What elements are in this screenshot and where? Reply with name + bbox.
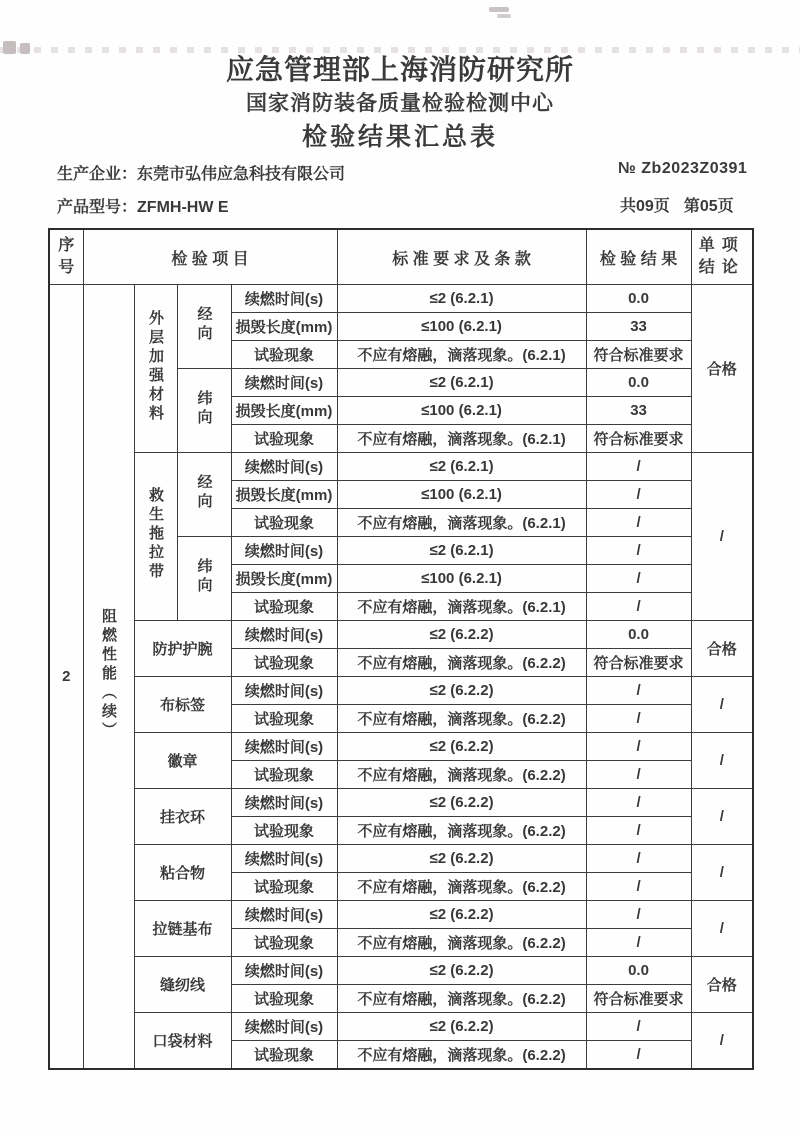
- cell-result: /: [586, 733, 691, 761]
- cell-requirement: ≤100 (6.2.1): [337, 565, 586, 593]
- cell-test-item: 续燃时间(s): [231, 789, 337, 817]
- cell-test-item: 损毁长度(mm): [231, 397, 337, 425]
- scan-artifact-mark: [497, 14, 511, 18]
- doc-number: № Zb2023Z0391: [618, 160, 748, 177]
- cell-conclusion: 合格: [691, 621, 753, 677]
- page-title: 应急管理部上海消防研究所: [225, 54, 574, 85]
- cell-item-name: 缝纫线: [134, 957, 231, 1013]
- cell-direction: 经向: [177, 453, 231, 537]
- cell-result: 0.0: [586, 285, 691, 313]
- cell-result: 符合标准要求: [586, 985, 691, 1013]
- page-current: 第05页: [683, 198, 734, 215]
- cell-direction: 经向: [177, 285, 231, 369]
- cell-test-item: 续燃时间(s): [231, 1013, 337, 1041]
- table-row: [49, 677, 753, 705]
- cell-conclusion: /: [691, 1013, 753, 1069]
- cell-requirement: 不应有熔融，滴落现象。(6.2.2): [337, 761, 586, 789]
- cell-category: 阻燃性能（续）: [83, 285, 134, 1069]
- pages-total: 共09页: [620, 198, 670, 215]
- cell-requirement: 不应有熔融，滴落现象。(6.2.1): [337, 509, 586, 537]
- cell-test-item: 续燃时间(s): [231, 453, 337, 481]
- cell-test-item: 续燃时间(s): [231, 621, 337, 649]
- cell-result: 33: [586, 397, 691, 425]
- cell-item-name: 防护护腕: [134, 621, 231, 677]
- product-model-label: 产品型号：: [57, 199, 138, 216]
- cell-test-item: 试验现象: [231, 705, 337, 733]
- cell-test-item: 续燃时间(s): [231, 845, 337, 873]
- cell-conclusion: 合格: [691, 957, 753, 1013]
- cell-result: /: [586, 1041, 691, 1069]
- col-header-conclusion: 单项结论: [691, 229, 753, 285]
- cell-direction: 纬向: [177, 369, 231, 453]
- cell-result: /: [586, 789, 691, 817]
- page-count: [620, 193, 734, 216]
- cell-result: /: [586, 481, 691, 509]
- cell-requirement: 不应有熔融，滴落现象。(6.2.2): [337, 873, 586, 901]
- cell-requirement: ≤2 (6.2.2): [337, 677, 586, 705]
- cell-result: /: [586, 593, 691, 621]
- product-model-value: ZFMH-HW E: [137, 199, 229, 216]
- cell-item-name: 徽章: [134, 733, 231, 789]
- cell-conclusion: 合格: [691, 285, 753, 453]
- cell-requirement: 不应有熔融，滴落现象。(6.2.1): [337, 341, 586, 369]
- cell-conclusion: /: [691, 845, 753, 901]
- cell-test-item: 试验现象: [231, 1041, 337, 1069]
- cell-requirement: ≤2 (6.2.1): [337, 453, 586, 481]
- cell-test-item: 试验现象: [231, 425, 337, 453]
- cell-item-name: 口袋材料: [134, 1013, 231, 1069]
- cell-requirement: ≤2 (6.2.2): [337, 789, 586, 817]
- cell-conclusion: /: [691, 901, 753, 957]
- cell-result: /: [586, 705, 691, 733]
- cell-test-item: 试验现象: [231, 341, 337, 369]
- cell-result: /: [586, 845, 691, 873]
- cell-result: /: [586, 873, 691, 901]
- cell-test-item: 试验现象: [231, 873, 337, 901]
- cell-test-item: 续燃时间(s): [231, 901, 337, 929]
- manufacturer-line: [57, 161, 345, 184]
- cell-result: 0.0: [586, 369, 691, 397]
- cell-test-item: 续燃时间(s): [231, 537, 337, 565]
- table-row: [49, 285, 753, 313]
- table-row: [49, 733, 753, 761]
- cell-requirement: ≤2 (6.2.1): [337, 285, 586, 313]
- cell-result: /: [586, 453, 691, 481]
- cell-result: /: [586, 1013, 691, 1041]
- table-row: [49, 901, 753, 929]
- cell-requirement: ≤2 (6.2.2): [337, 901, 586, 929]
- manufacturer-value: 东莞市弘伟应急科技有限公司: [137, 166, 346, 183]
- cell-result: /: [586, 537, 691, 565]
- cell-test-item: 续燃时间(s): [231, 285, 337, 313]
- cell-result: /: [586, 761, 691, 789]
- cell-requirement: 不应有熔融，滴落现象。(6.2.2): [337, 985, 586, 1013]
- cell-test-item: 试验现象: [231, 509, 337, 537]
- page-subtitle: 国家消防装备质量检验检测中心: [246, 92, 554, 115]
- table-row: [49, 845, 753, 873]
- cell-result: 0.0: [586, 621, 691, 649]
- cell-test-item: 损毁长度(mm): [231, 481, 337, 509]
- cell-test-item: 续燃时间(s): [231, 677, 337, 705]
- cell-test-item: 续燃时间(s): [231, 369, 337, 397]
- cell-test-item: 试验现象: [231, 761, 337, 789]
- cell-requirement: ≤2 (6.2.2): [337, 733, 586, 761]
- cell-item-name: 布标签: [134, 677, 231, 733]
- cell-test-item: 试验现象: [231, 985, 337, 1013]
- cell-item-name: 粘合物: [134, 845, 231, 901]
- cell-conclusion: /: [691, 733, 753, 789]
- cell-result: 0.0: [586, 957, 691, 985]
- manufacturer-label: 生产企业：: [57, 166, 138, 183]
- cell-test-item: 试验现象: [231, 593, 337, 621]
- col-header-seq: 序号: [49, 229, 83, 285]
- cell-requirement: 不应有熔融，滴落现象。(6.2.2): [337, 817, 586, 845]
- col-header-requirement: 标 准 要 求 及 条 款: [337, 229, 586, 285]
- cell-test-item: 损毁长度(mm): [231, 565, 337, 593]
- cell-requirement: 不应有熔融，滴落现象。(6.2.2): [337, 649, 586, 677]
- col-header-result: 检 验 结 果: [586, 229, 691, 285]
- table-row: [49, 621, 753, 649]
- results-table: [48, 228, 754, 1070]
- cell-requirement: 不应有熔融，滴落现象。(6.2.2): [337, 705, 586, 733]
- cell-item-name: 挂衣环: [134, 789, 231, 845]
- cell-requirement: 不应有熔融，滴落现象。(6.2.1): [337, 593, 586, 621]
- cell-item-name: 外层加强材料: [134, 285, 177, 453]
- cell-requirement: ≤2 (6.2.2): [337, 845, 586, 873]
- cell-result: /: [586, 677, 691, 705]
- table-title: 检验结果汇总表: [301, 123, 498, 151]
- cell-requirement: ≤2 (6.2.1): [337, 537, 586, 565]
- table-row: [49, 453, 753, 481]
- cell-conclusion: /: [691, 453, 753, 621]
- cell-test-item: 试验现象: [231, 817, 337, 845]
- cell-requirement: 不应有熔融，滴落现象。(6.2.2): [337, 1041, 586, 1069]
- cell-direction: 纬向: [177, 537, 231, 621]
- cell-result: 符合标准要求: [586, 649, 691, 677]
- product-model-line: [57, 194, 229, 217]
- cell-requirement: ≤2 (6.2.1): [337, 369, 586, 397]
- cell-result: /: [586, 929, 691, 957]
- cell-requirement: ≤100 (6.2.1): [337, 397, 586, 425]
- cell-result: 33: [586, 313, 691, 341]
- cell-requirement: ≤100 (6.2.1): [337, 481, 586, 509]
- scan-artifact-mark: [489, 7, 509, 12]
- cell-requirement: ≤2 (6.2.2): [337, 957, 586, 985]
- cell-result: /: [586, 901, 691, 929]
- cell-item-name: 救生拖拉带: [134, 453, 177, 621]
- cell-conclusion: /: [691, 677, 753, 733]
- cell-result: /: [586, 565, 691, 593]
- cell-requirement: ≤2 (6.2.2): [337, 1013, 586, 1041]
- cell-item-name: 拉链基布: [134, 901, 231, 957]
- cell-requirement: 不应有熔融，滴落现象。(6.2.2): [337, 929, 586, 957]
- cell-test-item: 试验现象: [231, 929, 337, 957]
- cell-test-item: 续燃时间(s): [231, 733, 337, 761]
- cell-test-item: 续燃时间(s): [231, 957, 337, 985]
- col-header-item: 检 验 项 目: [83, 229, 337, 285]
- cell-conclusion: /: [691, 789, 753, 845]
- cell-seq-number: 2: [49, 285, 83, 1069]
- table-row: [49, 1013, 753, 1041]
- cell-test-item: 试验现象: [231, 649, 337, 677]
- cell-requirement: 不应有熔融，滴落现象。(6.2.1): [337, 425, 586, 453]
- cell-result: /: [586, 817, 691, 845]
- table-row: [49, 957, 753, 985]
- cell-requirement: ≤100 (6.2.1): [337, 313, 586, 341]
- cell-result: /: [586, 509, 691, 537]
- table-header-row: [49, 229, 753, 285]
- table-row: [49, 789, 753, 817]
- cell-result: 符合标准要求: [586, 341, 691, 369]
- cell-result: 符合标准要求: [586, 425, 691, 453]
- cell-test-item: 损毁长度(mm): [231, 313, 337, 341]
- cell-requirement: ≤2 (6.2.2): [337, 621, 586, 649]
